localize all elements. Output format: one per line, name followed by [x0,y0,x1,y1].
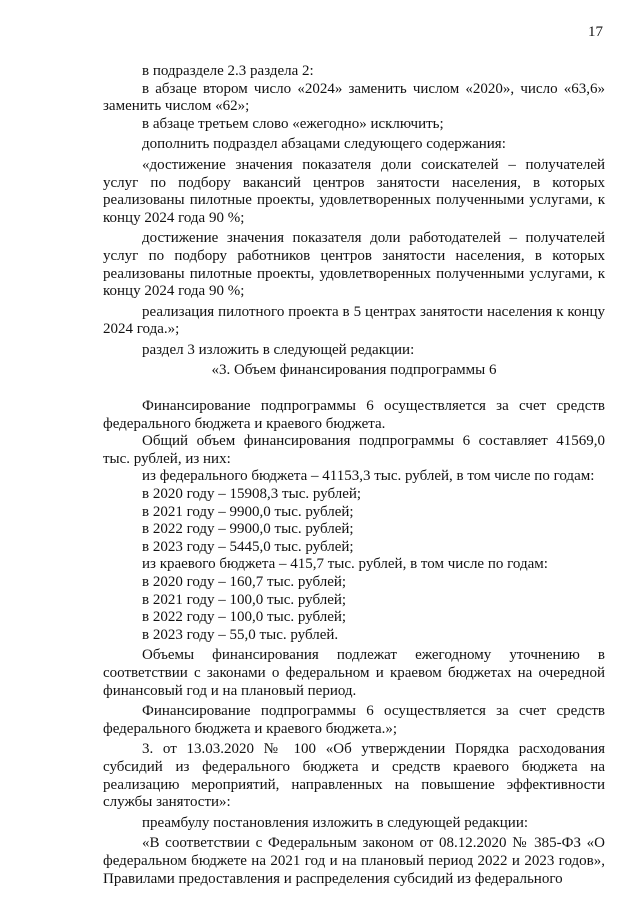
paragraph: «достижение значения показателя доли соискателей – получателей услуг по подбору вакансий центров занятости населения, в которых реализованы пилотные проекты, удовлетворенных полученными услугами, к концу 2024 года 90 %; [103,156,605,226]
paragraph: Общий объем финансирования подпрограммы 6 составляет 41569,0 тыс. рублей, из них: [103,433,605,467]
blank-line [103,379,605,395]
paragraph: раздел 3 изложить в следующей редакции: [142,341,415,358]
paragraph: в 2020 году – 160,7 тыс. рублей; [142,574,347,591]
paragraph: достижение значения показателя доли работодателей – получателей услуг по подбору работников центров занятости населения, в которых реализованы пилотные проекты, удовлетворенных полученными услугами, к концу 2024 года 90 %; [103,230,605,300]
paragraph: преамбулу постановления изложить в следующей редакции: [142,814,529,831]
paragraph: в 2022 году – 9900,0 тыс. рублей; [142,521,354,538]
paragraph: в 2020 году – 15908,3 тыс. рублей; [142,486,362,503]
paragraph: «3. Объем финансирования подпрограммы 6 [211,361,497,378]
paragraph: в 2021 году – 100,0 тыс. рублей; [142,591,347,608]
paragraph: «В соответствии с Федеральным законом от 08.12.2020 № 385-ФЗ «О федеральном бюджете на 2021 год и на плановый период 2022 и 2023 годов», Правилами предоставления и распределения субсидий из федерального [103,835,605,887]
paragraph: в 2023 году – 5445,0 тыс. рублей; [142,538,354,555]
paragraph: реализация пилотного проекта в 5 центрах занятости населения к концу 2024 года.»; [103,303,605,338]
paragraph: в 2022 году – 100,0 тыс. рублей; [142,609,347,626]
page-number: 17 [588,24,603,40]
paragraph: в подразделе 2.3 раздела 2: [142,63,314,79]
paragraph: в абзаце третьем слово «ежегодно» исключить; [142,115,444,132]
paragraph: в абзаце втором число «2024» заменить числом «2020», число «63,6» заменить числом «62»; [103,80,605,115]
paragraph: в 2023 году – 55,0 тыс. рублей. [142,626,339,643]
paragraph: из краевого бюджета – 415,7 тыс. рублей, в том числе по годам: [142,556,548,573]
paragraph: в 2021 году – 9900,0 тыс. рублей; [142,503,354,520]
paragraph: дополнить подраздел абзацами следующего содержания: [142,136,506,153]
document-body [103,63,605,888]
paragraph: Объемы финансирования подлежат ежегодному уточнению в соответствии с законами о федеральном и краевом бюджетах на очередной финансовый год и на плановый период. [103,647,605,699]
paragraph: Финансирование подпрограммы 6 осуществляется за счет средств федерального бюджета и краевого бюджета. [103,398,605,432]
paragraph: из федерального бюджета – 41153,3 тыс. рублей, в том числе по годам: [142,468,595,485]
paragraph: Финансирование подпрограммы 6 осуществляется за счет средств федерального бюджета и краевого бюджета.»; [103,703,605,737]
paragraph: 3. от 13.03.2020 № 100 «Об утверждении Порядка расходования субсидий из федерального бюджета и средств краевого бюджета на реализацию мероприятий, направленных на повышение эффективности службы занятости»: [103,741,605,811]
